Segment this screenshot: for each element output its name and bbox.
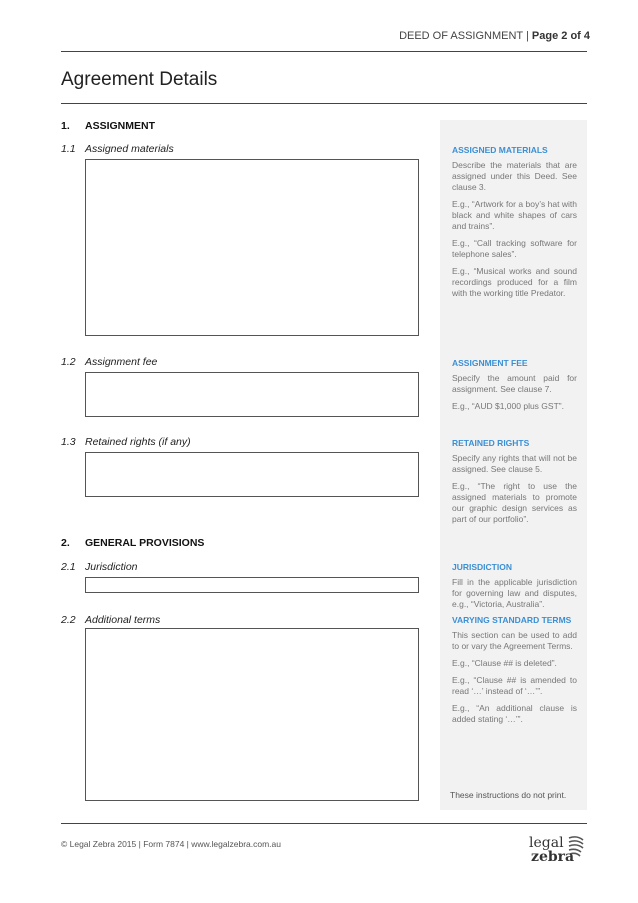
help-assigned-materials: ASSIGNED MATERIALS Describe the materials that are assigned under this Deed. See clause 3. E.g., “Artwork for a boy’s hat with black and white shapes of cars and trains”. E.g., “Call tracking software for telephone sales”. E.g., “Musical works and sound recordings produced for a film with the working title Predator. — [452, 145, 577, 298]
help-varying-standard-terms: VARYING STANDARD TERMS This section can be used to add to or vary the Agreement Terms. E.g., “Clause ## is deleted”. E.g., “Clause ## is amended to read ‘…’ instead of ‘…’”. E.g., “An additional clause is added stating ‘…’”. — [452, 615, 577, 724]
page-title: Agreement Details — [61, 69, 218, 90]
section-heading-general-provisions: 2. GENERAL PROVISIONS — [61, 537, 205, 549]
jurisdiction-field[interactable] — [85, 577, 419, 593]
item-label-additional-terms: 2.2 Additional terms — [61, 614, 161, 626]
logo-text-legal: legal — [529, 835, 564, 851]
assigned-materials-field[interactable] — [85, 159, 419, 336]
page-number: Page 2 of 4 — [531, 30, 590, 42]
doc-title: DEED OF ASSIGNMENT — [399, 30, 523, 42]
item-label-jurisdiction: 2.1 Jurisdiction — [61, 561, 138, 573]
retained-rights-field[interactable] — [85, 452, 419, 497]
legal-zebra-logo — [527, 830, 587, 870]
help-jurisdiction: JURISDICTION Fill in the applicable jurisdiction for governing law and disputes, e.g., “Victoria, Australia”. — [452, 562, 577, 609]
page-header — [399, 30, 590, 42]
help-assignment-fee: ASSIGNMENT FEE Specify the amount paid for assignment. See clause 7. E.g., “AUD $1,000 plus GST”. — [452, 358, 577, 411]
header-separator: | — [522, 30, 532, 42]
item-label-assigned-materials: 1.1 Assigned materials — [61, 143, 174, 155]
logo-text-zebra: zebra — [531, 849, 575, 865]
section-heading-assignment: 1. ASSIGNMENT — [61, 120, 156, 132]
header-divider — [61, 51, 587, 52]
print-note: These instructions do not print. — [450, 790, 567, 800]
additional-terms-field[interactable] — [85, 628, 419, 801]
item-label-retained-rights: 1.3 Retained rights (if any) — [61, 436, 191, 448]
help-retained-rights: RETAINED RIGHTS Specify any rights that will not be assigned. See clause 5. E.g., “The right to use the assigned materials to promote our graphic design services as part of our portfolio”. — [452, 438, 577, 524]
footer-text: © Legal Zebra 2015 | Form 7874 | www.legalzebra.com.au — [61, 839, 281, 849]
item-label-assignment-fee: 1.2 Assignment fee — [61, 356, 158, 368]
footer-divider — [61, 823, 587, 824]
assignment-fee-field[interactable] — [85, 372, 419, 417]
title-divider — [61, 103, 587, 104]
